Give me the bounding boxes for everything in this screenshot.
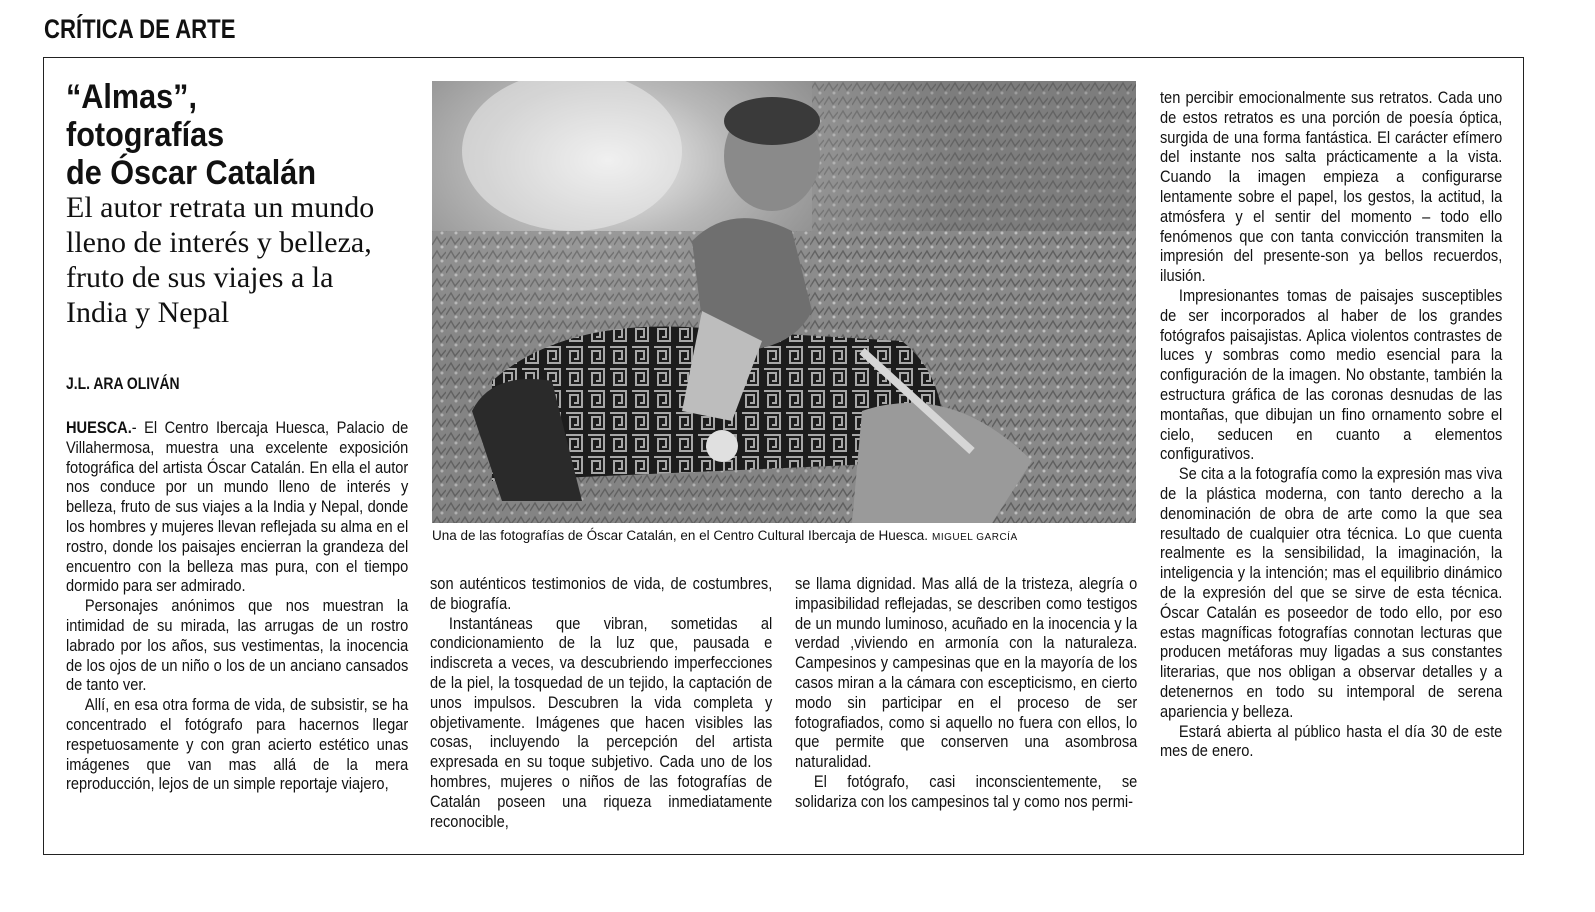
paragraph: Personajes anónimos que nos muestran la intimidad de su mirada, las arrugas de un rostro labrado por los años, sus vestimentas, la inocencia de los ojos de un niño o los de un anciano cansados de tanto ver. — [66, 596, 409, 695]
paragraph: Se cita a la fotografía como la expresión mas viva de la plástica moderna, con tanto derecho a la denominación de obra de arte como la que sea resultado de cualquier otra técnica. Lo que cuenta realmente es la sensibilidad, la imaginación, la inteligencia y la intención; mas el equilibrio dinámico de la expresión del que se sirve de esta técnica. Óscar Catalán es poseedor de todo ello, por eso estas magníficas fotografías connotan lecturas que producen metáforas muy ligadas a sus constantes literarias, que nos obligan a observar detalles y a detenernos en todo su intemporal de serena apariencia y belleza. — [1160, 464, 1503, 721]
paragraph: Instantáneas que vibran, sometidas al condicionamiento de la luz que, pausada e indiscreta a veces, va descubriendo imperfecciones de la piel, la tosquedad de un tejido, la captación de unos impulsos. Descubren la vida completa y objetivamente. Imágenes que hacen visibles las cosas, incluyendo la percepción del artista expresada en su toque subjetivo. Cada uno de los hombres, mujeres o niños de las fotografías de Catalán poseen una riqueza inmediatamente reconocible, — [430, 613, 773, 831]
paragraph: El fotógrafo, casi inconscientemente, se solidariza con los campesinos tal y como nos permi- — [795, 771, 1138, 811]
caption-text: Una de las fotografías de Óscar Catalán, en el Centro Cultural Ibercaja de Huesca. — [432, 528, 929, 543]
text-column-3 — [795, 574, 1137, 812]
photo-caption — [432, 528, 1152, 543]
paragraph — [66, 418, 408, 596]
text-column-4 — [1160, 88, 1501, 761]
paragraph: ten percibir emocionalmente sus retratos. Cada uno de estos retratos es una porción de poesía óptica, surgida de una forma fantástica. El carácter efímero del instante nos salta prácticamente a la vista. Cuando la imagen empieza a configurarse lentamente sobre el papel, los gestos, la actitud, la atmósfera y el sentir del momento – todo ello fenómenos que con tanta convicción transmiten la impresión del presente-son ya bellos recuerdos, ilusión. — [1160, 88, 1503, 286]
text-column-1 — [66, 418, 408, 794]
section-label: CRÍTICA DE ARTE — [44, 14, 236, 44]
article-photo — [432, 81, 1136, 523]
paragraph: Estará abierta al público hasta el día 30 de este mes de enero. — [1160, 721, 1503, 761]
article-byline: J.L. ARA OLIVÁN — [66, 374, 180, 393]
article-subhead: El autor retrata un mundo lleno de interés y belleza, fruto de sus viajes a la India y Nepal — [66, 191, 375, 329]
paragraph: Allí, en esa otra forma de vida, de subsistir, se ha concentrado el fotógrafo para hacernos llegar respetuosamente y con gran acierto estético unas imágenes que van mas allá de la mera reproducción, lejos de un simple reportaje viajero, — [66, 695, 409, 794]
paragraph: son auténticos testimonios de vida, de costumbres, de biografía. — [430, 574, 773, 613]
article-headline: “Almas”, fotografías de Óscar Catalán — [66, 78, 317, 192]
photo-child-on-horse — [432, 81, 1136, 523]
text-column-2 — [430, 574, 772, 831]
photo-credit: MIGUEL GARCÍA — [932, 532, 1018, 543]
paragraph: se llama dignidad. Mas allá de la tristeza, alegría o impasibilidad reflejadas, se describen como testigos de un mundo luminoso, acuñado en la inocencia y la verdad ,viviendo en armonía con la naturaleza. Campesinos y campesinas que en la mayoría de los casos miran a la cámara con escepticismo, en cierto modo sin participar en el proceso de ser fotografiados, como si aquello no fuera con ellos, lo que permite que conserven una asombrosa naturalidad. — [795, 574, 1138, 772]
paragraph: Impresionantes tomas de paisajes susceptibles de ser incorporados al haber de los grandes fotógrafos paisajistas. Aplica violentos contrastes de luces y sombras como medio esencial para la configuración de la imagen. No obstante, también la estructura gráfica de las coronas desnudas de las montañas, que dibujan un fino ornamento sobre el cielo, seducen en cuanto a elementos configurativos. — [1160, 285, 1503, 464]
dateline: HUESCA. — [66, 418, 132, 437]
paragraph-text: - El Centro Ibercaja Huesca, Palacio de Villahermosa, muestra una excelente exposición fotográfica del artista Óscar Catalán. En ella el autor nos conduce por un mundo lleno de interés y belleza, fruto de sus viajes a la India y Nepal, donde los hombres y mujeres llevan reflejada su alma en el rostro, donde los paisajes encierran la grandeza del encuentro con la belleza mas pura, con el tiempo dormido para ser admirado. — [66, 418, 409, 596]
